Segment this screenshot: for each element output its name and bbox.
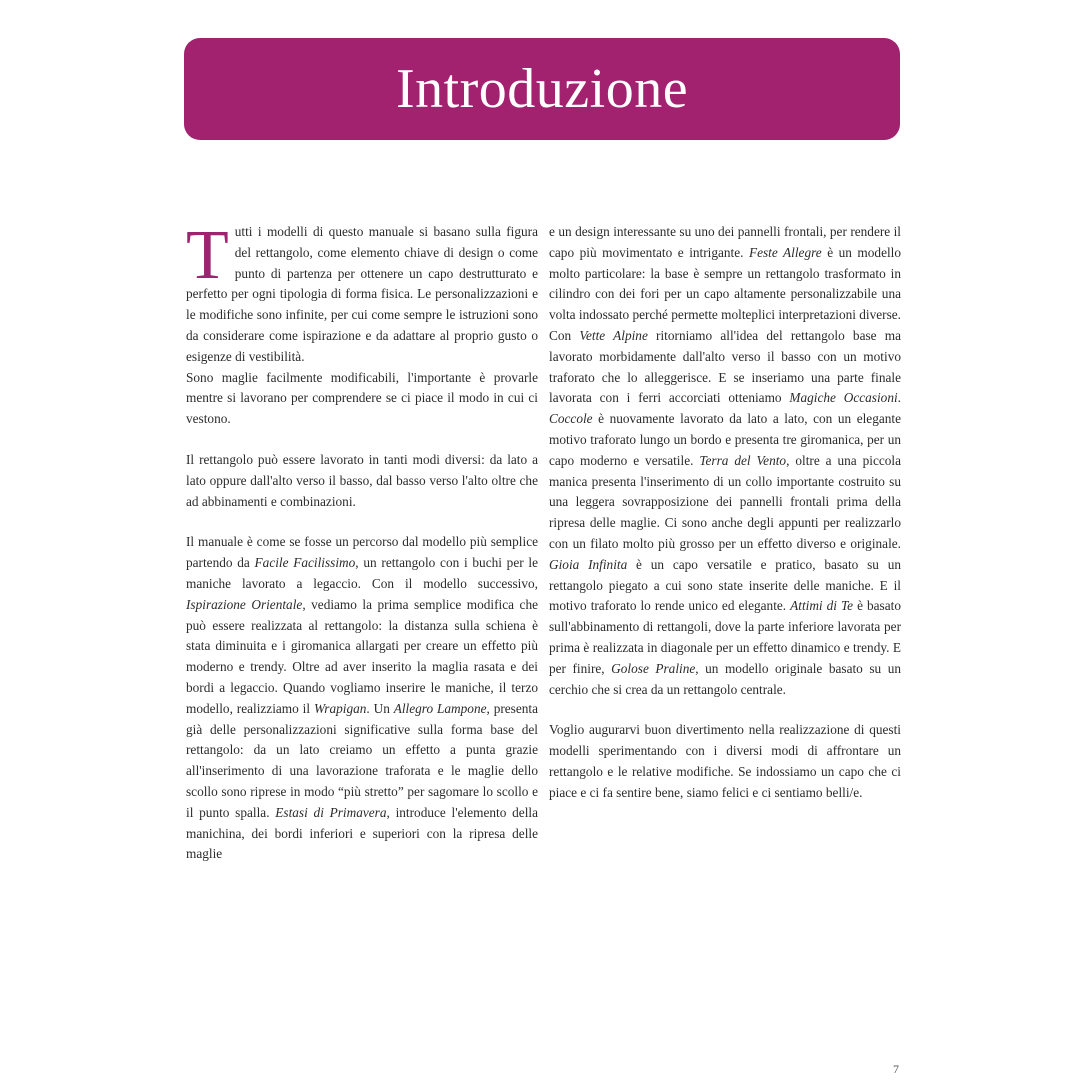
model-title: Attimi di Te — [790, 598, 854, 614]
text-run: . Un — [366, 700, 394, 716]
text-run: è un capo versatile e pratico, basato su un rettangolo piegato a cui sono state inserite delle maniche. E il motivo traforato lo rende unico ed elegante. — [549, 556, 901, 614]
paragraph-modifiable: Sono maglie facilmente modificabili, l'importante è provarle mentre si lavorano per comprendere se ci piace il modo in cui ci vestono. — [186, 369, 538, 427]
text-run: , introduce l'elemento della manichina, dei bordi inferiori e superiori con la ripresa delle maglie — [186, 804, 538, 862]
text-run: è un modello molto particolare: la base è sempre un rettangolo trasformato in cilindro con dei fori per un capo altamente personalizzabile una volta indossato perché permette molteplici interpretazioni diverse. Con — [549, 244, 902, 343]
text-run: è nuovamente lavorato da lato a lato, con un elegante motivo traforato lungo un bordo e presenta tre giromanica, per un capo moderno e versatile. — [549, 411, 901, 468]
model-title: Gioia Infinita — [549, 556, 628, 572]
paragraph-models — [549, 222, 901, 700]
text-run: , un modello originale basato su un cerchio che si crea da un rettangolo centrale. — [549, 660, 901, 697]
intro-text: utti i modelli di questo manuale si basano sulla figura del rettangolo, come elemento chiave di design o come punto di partenza per ottenere un capo destrutturato e perfetto per ogni tipologia di forma fisica. Le personalizzazioni e le modifiche sono infinite, per cui come sempre le istruzioni sono da considerare come ispirazione e da adattare al proprio gusto o esigenze di vestibilità. — [186, 224, 538, 364]
text-run: e un design interessante su uno dei pannelli frontali, per rendere il capo più movimentato e intrigante. — [549, 224, 901, 260]
text-run: . — [897, 390, 901, 406]
text-run: , un rettangolo con i buchi per le maniche lavorato a legaccio. Con il modello successivo, — [186, 555, 538, 591]
model-title: Terra del Vento — [699, 452, 787, 468]
text-run: è basato sull'abbinamento di rettangoli, dove la parte inferiore lavorata per prima è realizzata in diagonale per un effetto dinamico e trendy. E per finire, — [549, 598, 901, 676]
model-title: Golose Praline — [611, 660, 696, 676]
drop-cap: T — [186, 217, 229, 294]
model-title: Coccole — [549, 411, 593, 427]
model-title: Feste Allegre — [748, 244, 822, 260]
model-title: Allegro Lampone — [393, 700, 487, 716]
model-title: Estasi di Primavera — [275, 804, 387, 820]
text-run: , vediamo la prima semplice modifica che può essere realizzata al rettangolo: la distanza sulla schiena è stata diminuita e i giromanica allargati per creare un effetto più moderno e trendy. Oltre ad aver inserito la maglia rasata e dei bordi a legaccio. Quando vogliamo inserire le maniche, il terzo modello, realizziamo il — [186, 596, 539, 716]
title-banner — [184, 38, 900, 140]
model-title: Magiche Occasioni — [789, 390, 898, 406]
text-run: , oltre a una piccola manica presenta l'inserimento di un collo importante costruito su una leggera sovrapposizione dei pannelli frontali prima della ripresa delle maglie. Ci sono anche degli appunti per realizzarlo con un filato molto più grosso per un effetto diverso e originale. — [549, 452, 901, 551]
model-title: Vette Alpine — [579, 327, 648, 343]
text-run: Il manuale è come se fosse un percorso dal modello più semplice partendo da — [186, 534, 538, 571]
text-run: , presenta già delle personalizzazioni significative sulla forma base del rettangolo: da un lato creiamo un effetto a punta grazie all'inserimento di una lavorazione traforata e le maglie dello scollo sono riprese in modo “più stretto” per sagomare lo scollo e il punto spalla. — [186, 700, 538, 820]
text-run: ritorniamo all'idea del rettangolo base ma lavorato morbidamente dall'alto verso il basso con un motivo traforato che lo alleggerisce. E se inseriamo una parte finale lavorata con i ferri accorciati otteniamo — [549, 327, 901, 406]
left-column — [186, 217, 539, 865]
closing-paragraph: Voglio augurarvi buon divertimento nella realizzazione di questi modelli sperimentando con i diversi modi di affrontare un rettangolo e le relative modifiche. Se indossiamo un capo che ci piace e ci fa sentire bene, siamo felici e ci sentiamo belli/e. — [549, 722, 901, 800]
model-title: Wrapigan — [313, 700, 367, 716]
intro-paragraph — [186, 217, 538, 368]
page-title: Introduzione — [395, 58, 689, 120]
paragraph-ways: Il rettangolo può essere lavorato in tanti modi diversi: da lato a lato oppure dall'alto verso il basso, dal basso verso l'alto oltre che ad abbinamenti e combinazioni. — [186, 451, 538, 509]
paragraph-path — [186, 532, 538, 865]
right-column — [549, 222, 901, 804]
model-title: Facile Facilissimo — [254, 555, 356, 571]
model-title: Ispirazione Orientale — [186, 596, 303, 612]
page-number: 7 — [893, 1062, 899, 1076]
